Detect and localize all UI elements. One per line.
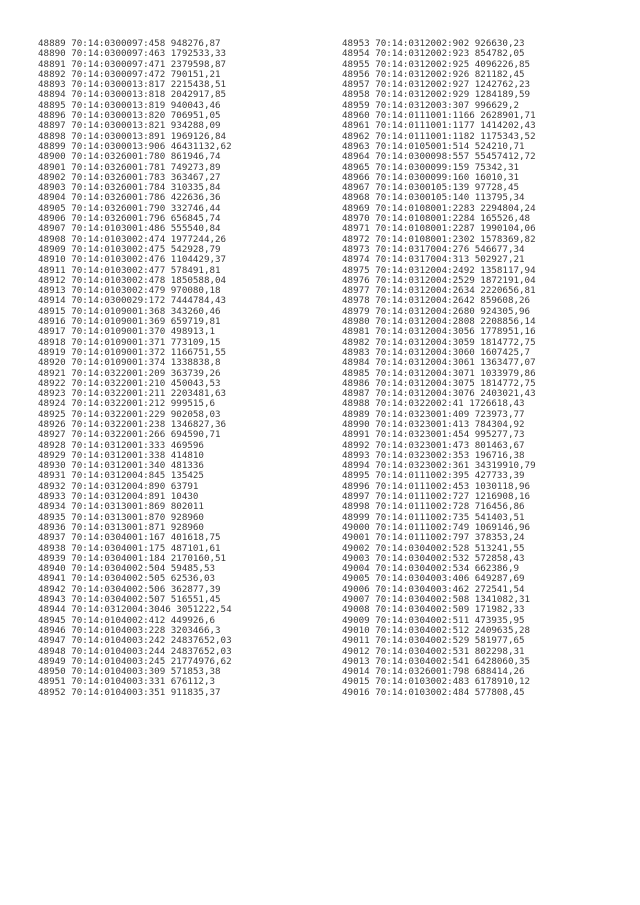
- record-line: 48964 70:14:0300098:557 55457412,72: [342, 151, 536, 163]
- record-line: 48918 70:14:0109001:371 773109,15: [38, 336, 221, 348]
- record-line: 49008 70:14:0304002:509 171982,33: [342, 604, 525, 616]
- record-line: 48916 70:14:0109001:369 659719,81: [38, 316, 221, 328]
- record-line: 48897 70:14:0300013:821 934288,09: [38, 120, 221, 132]
- record-line: 49015 70:14:0103002:483 6178910,12: [342, 676, 531, 688]
- record-line: 48985 70:14:0312004:3071 1033979,86: [342, 367, 536, 379]
- record-line: 48982 70:14:0312004:3059 1814772,75: [342, 336, 536, 348]
- record-line: 48903 70:14:0326001:784 310335,84: [38, 182, 221, 194]
- record-line: 48920 70:14:0109001:374 1338838,8: [38, 357, 221, 369]
- record-line: 48921 70:14:0322001:209 363739,26: [38, 367, 221, 379]
- record-line: 48891 70:14:0300097:471 2379598,87: [38, 58, 227, 70]
- record-line: 48930 70:14:0312001:340 481336: [38, 460, 204, 472]
- record-line: 48957 70:14:0312002:927 1242762,23: [342, 79, 531, 91]
- record-line: 48952 70:14:0104003:351 911835,37: [38, 686, 221, 698]
- record-line: 48973 70:14:0317004:276 546677,34: [342, 243, 525, 255]
- record-line: 48889 70:14:0300097:458 948276,87: [38, 38, 221, 49]
- record-line: 48893 70:14:0300013:817 2215438,51: [38, 79, 227, 91]
- record-line: 48911 70:14:0103002:477 578491,81: [38, 264, 221, 276]
- record-line: 49006 70:14:0304003:462 272541,54: [342, 583, 525, 595]
- record-line: 48990 70:14:0323001:413 784304,92: [342, 418, 525, 430]
- record-line: 49001 70:14:0111002:797 378353,24: [342, 532, 525, 544]
- record-line: 48998 70:14:0111002:728 716456,86: [342, 501, 525, 513]
- record-line: 48906 70:14:0326001:796 656845,74: [38, 213, 221, 225]
- record-line: 49002 70:14:0304002:528 513241,55: [342, 542, 525, 554]
- record-line: 48926 70:14:0322001:238 1346827,36: [38, 418, 227, 430]
- record-line: 48946 70:14:0104003:228 3203466,3: [38, 624, 221, 636]
- record-line: 48890 70:14:0300097:463 1792533,33: [38, 48, 227, 60]
- record-line: 48934 70:14:0313001:869 802011: [38, 501, 204, 513]
- record-line: 48980 70:14:0312004:2808 2208856,14: [342, 316, 536, 328]
- record-line: 48963 70:14:0105001:514 524210,71: [342, 140, 525, 152]
- record-line: 48925 70:14:0322001:229 902058,03: [38, 408, 221, 420]
- record-line: 49005 70:14:0304003:406 649287,69: [342, 573, 525, 585]
- record-line: 48991 70:14:0323001:454 995277,73: [342, 429, 525, 441]
- record-line: 48904 70:14:0326001:786 422636,36: [38, 192, 221, 204]
- record-line: 48979 70:14:0312004:2680 924305,96: [342, 305, 531, 317]
- record-line: 48927 70:14:0322001:266 694590,71: [38, 429, 221, 441]
- record-line: 48915 70:14:0109001:368 343260,46: [38, 305, 221, 317]
- record-line: 48975 70:14:0312004:2492 1358117,94: [342, 264, 536, 276]
- record-line: 48966 70:14:0300099:160 16010,31: [342, 171, 520, 183]
- record-line: 49011 70:14:0304002:529 581977,65: [342, 635, 525, 647]
- record-line: 48938 70:14:0304001:175 487101,61: [38, 542, 221, 554]
- record-line: 48967 70:14:0300105:139 97728,45: [342, 182, 520, 194]
- record-line: 48933 70:14:0312004:891 10430: [38, 491, 199, 503]
- record-line: 48944 70:14:0312004:3046 3051222,54: [38, 604, 232, 616]
- record-line: 48943 70:14:0304002:507 516551,45: [38, 594, 221, 606]
- record-line: 48977 70:14:0312004:2634 2220656,81: [342, 285, 536, 297]
- record-line: 48995 70:14:0111002:395 427733,39: [342, 470, 525, 482]
- record-line: 48928 70:14:0312001:333 469596: [38, 439, 204, 451]
- record-line: 48986 70:14:0312004:3075 1814772,75: [342, 377, 536, 389]
- record-line: 48978 70:14:0312004:2642 859608,26: [342, 295, 531, 307]
- record-line: 48955 70:14:0312002:925 4096226,85: [342, 58, 531, 70]
- record-line: 48913 70:14:0103002:479 970080,18: [38, 285, 221, 297]
- record-line: 49009 70:14:0304002:511 473935,95: [342, 614, 525, 626]
- record-line: 49007 70:14:0304002:508 1341082,31: [342, 594, 531, 606]
- record-line: 48929 70:14:0312001:338 414810: [38, 449, 204, 461]
- record-line: 48914 70:14:0300029:172 7444784,43: [38, 295, 227, 307]
- record-line: 48937 70:14:0304001:167 401618,75: [38, 532, 221, 544]
- record-line: 48900 70:14:0326001:780 861946,74: [38, 151, 221, 163]
- record-line: 48996 70:14:0111002:453 1030118,96: [342, 480, 531, 492]
- record-line: 49013 70:14:0304002:541 6428060,35: [342, 655, 531, 667]
- record-line: 48953 70:14:0312002:902 926630,23: [342, 38, 525, 49]
- record-line: 49010 70:14:0304002:512 2409635,28: [342, 624, 531, 636]
- record-line: 48971 70:14:0108001:2287 1990104,06: [342, 223, 536, 235]
- record-line: 48936 70:14:0313001:871 928960: [38, 521, 204, 533]
- record-line: 48960 70:14:0111001:1166 2628901,71: [342, 110, 536, 122]
- record-line: 48902 70:14:0326001:783 363467,27: [38, 171, 221, 183]
- record-column-right: [342, 39, 536, 698]
- record-line: 48997 70:14:0111002:727 1216908,16: [342, 491, 531, 503]
- record-line: 48912 70:14:0103002:478 1850588,04: [38, 274, 227, 286]
- record-line: 48898 70:14:0300013:891 1969126,84: [38, 130, 227, 142]
- record-line: 48896 70:14:0300013:820 706951,05: [38, 110, 221, 122]
- record-line: 48965 70:14:0300099:159 75342,31: [342, 161, 520, 173]
- record-line: 48935 70:14:0313001:870 928960: [38, 511, 204, 523]
- record-line: 48983 70:14:0312004:3060 1607425,7: [342, 346, 531, 358]
- record-line: 49000 70:14:0111002:749 1069146,96: [342, 521, 531, 533]
- record-line: 48976 70:14:0312004:2529 1872191,04: [342, 274, 536, 286]
- record-line: 48907 70:14:0103001:486 555540,84: [38, 223, 221, 235]
- record-line: 48974 70:14:0317004:313 502927,21: [342, 254, 525, 266]
- record-line: 48988 70:14:0322002:41 1726618,43: [342, 398, 525, 410]
- record-line: 48901 70:14:0326001:781 749273,89: [38, 161, 221, 173]
- record-line: 49012 70:14:0304002:531 802298,31: [342, 645, 525, 657]
- record-line: 48968 70:14:0300105:140 113795,34: [342, 192, 525, 204]
- record-line: 48908 70:14:0103002:474 1977244,26: [38, 233, 227, 245]
- record-line: 48922 70:14:0322001:210 450043,53: [38, 377, 221, 389]
- record-line: 48961 70:14:0111001:1177 1414202,43: [342, 120, 536, 132]
- record-line: 48970 70:14:0108001:2284 165526,48: [342, 213, 531, 225]
- record-line: 48942 70:14:0304002:506 362877,39: [38, 583, 221, 595]
- record-line: 48962 70:14:0111001:1182 1175343,52: [342, 130, 536, 142]
- record-line: 48949 70:14:0104003:245 21774976,62: [38, 655, 232, 667]
- record-line: 48895 70:14:0300013:819 940043,46: [38, 99, 221, 111]
- record-line: 48910 70:14:0103002:476 1104429,37: [38, 254, 227, 266]
- record-line: 49004 70:14:0304002:534 662386,9: [342, 563, 520, 575]
- record-line: 48931 70:14:0312004:845 135425: [38, 470, 204, 482]
- record-line: 48992 70:14:0323001:473 801463,67: [342, 439, 525, 451]
- record-line: 48958 70:14:0312002:929 1284189,59: [342, 89, 531, 101]
- record-line: 49016 70:14:0103002:484 577808,45: [342, 686, 525, 698]
- record-line: 48950 70:14:0104003:309 571853,38: [38, 666, 221, 678]
- record-line: 49003 70:14:0304002:532 572858,43: [342, 552, 525, 564]
- record-line: 48894 70:14:0300013:818 2042917,85: [38, 89, 227, 101]
- record-line: 48941 70:14:0304002:505 62536,03: [38, 573, 216, 585]
- record-line: 48917 70:14:0109001:370 498913,1: [38, 326, 216, 338]
- record-line: 48905 70:14:0326001:790 332746,44: [38, 202, 221, 214]
- record-line: 48993 70:14:0323002:353 196716,38: [342, 449, 525, 461]
- record-line: 48947 70:14:0104003:242 24837652,03: [38, 635, 232, 647]
- record-line: 48959 70:14:0312003:307 996629,2: [342, 99, 520, 111]
- record-line: 48919 70:14:0109001:372 1166751,55: [38, 346, 227, 358]
- record-line: 48899 70:14:0300013:906 46431132,62: [38, 140, 232, 152]
- record-line: 48969 70:14:0108001:2283 2294804,24: [342, 202, 536, 214]
- record-line: 48940 70:14:0304002:504 59485,53: [38, 563, 216, 575]
- record-column-left: [38, 39, 232, 698]
- record-line: 48999 70:14:0111002:735 541403,51: [342, 511, 525, 523]
- record-line: 48923 70:14:0322001:211 2203481,63: [38, 388, 227, 400]
- record-line: 48954 70:14:0312002:923 854782,05: [342, 48, 525, 60]
- record-line: 48948 70:14:0104003:244 24837652,03: [38, 645, 232, 657]
- record-line: 48984 70:14:0312004:3061 1363477,07: [342, 357, 536, 369]
- record-line: 49014 70:14:0326001:798 688414,26: [342, 666, 525, 678]
- record-line: 48994 70:14:0323002:361 34319910,79: [342, 460, 536, 472]
- record-line: 48989 70:14:0323001:409 723973,77: [342, 408, 525, 420]
- record-line: 48932 70:14:0312004:890 63791: [38, 480, 199, 492]
- record-line: 48924 70:14:0322001:212 999515,6: [38, 398, 216, 410]
- record-line: 48892 70:14:0300097:472 790151,21: [38, 68, 221, 80]
- record-line: 48956 70:14:0312002:926 821182,45: [342, 68, 525, 80]
- record-line: 48972 70:14:0108001:2302 1578369,82: [342, 233, 536, 245]
- record-line: 48951 70:14:0104003:331 676112,3: [38, 676, 216, 688]
- record-line: 48987 70:14:0312004:3076 2403021,43: [342, 388, 536, 400]
- record-line: 48945 70:14:0104002:412 449926,6: [38, 614, 216, 626]
- record-line: 48981 70:14:0312004:3056 1778951,16: [342, 326, 536, 338]
- record-line: 48939 70:14:0304001:184 2170160,51: [38, 552, 227, 564]
- record-line: 48909 70:14:0103002:475 542928,79: [38, 243, 221, 255]
